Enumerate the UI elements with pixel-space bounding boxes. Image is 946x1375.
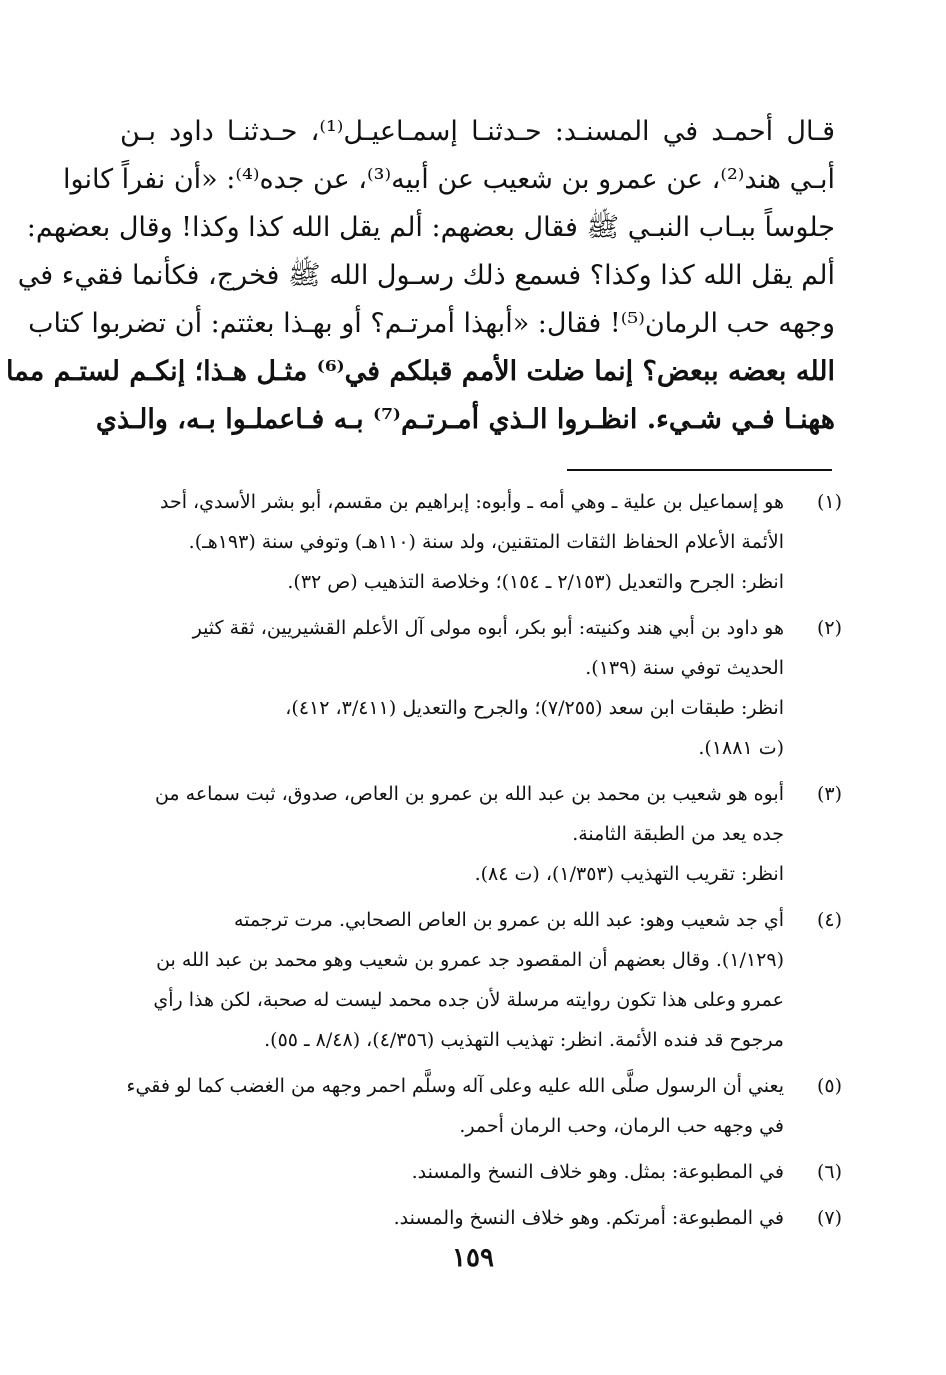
footnote <box>112 1066 842 1146</box>
footnote-line: انظر: طبقات ابن سعد (٧/٢٥٥)؛ والجرح والتعديل (٣/٤١١، ٤١٢)، <box>285 697 784 719</box>
footnote-line: الحديث توفي سنة (١٣٩). <box>585 657 784 679</box>
footnote <box>112 482 842 602</box>
footnote <box>112 608 842 768</box>
footnote-line: (ت ١٨٨١). <box>698 737 784 759</box>
footnote-line: يعني أن الرسول صلَّى الله عليه وعلى آله وسلَّم احمر وجهه من الغضب كما لو فقيء <box>126 1075 784 1097</box>
footnote-number: (٥) <box>816 1075 842 1097</box>
main-text-line: ههنـا فـي شـيء. انظـروا الـذي أمـرتـم⁽⁷⁾ بـه فـاعملـوا بـه، والـذي <box>95 404 835 435</box>
footnote-line: في المطبوعة: بمثل. وهو خلاف النسخ والمسند. <box>411 1161 784 1183</box>
footnote-number: (٧) <box>816 1207 842 1229</box>
footnote-number: (٢) <box>816 617 842 639</box>
footnote <box>112 1198 842 1238</box>
footnote-line: (١/١٢٩). وقال بعضهم أن المقصود جد عمرو بن شعيب وهو محمد بن عبد الله بن <box>156 949 784 971</box>
footnote-text <box>112 1066 784 1146</box>
footnote-line: في وجهه حب الرمان، وحب الرمان أحمر. <box>459 1115 784 1137</box>
footnote-text <box>112 900 784 1060</box>
main-text-line: الله بعضه ببعض؟ إنما ضلت الأمم قبلكم في⁽⁶⁾ مثـل هـذا؛ إنكـم لستـم مما <box>5 356 835 387</box>
footnote-line: هو داود بن أبي هند وكنيته: أبو بكر، أبوه مولى آل الأعلم القشيريين، ثقة كثير <box>192 617 784 639</box>
footnote-line: مرجوح قد فنده الأئمة. انظر: تهذيب التهذيب (٤/٣٥٦)، (٨/٤٨ ـ ٥٥). <box>264 1029 784 1051</box>
footnote-separator-rule <box>567 469 832 471</box>
footnote-line: انظر: الجرح والتعديل (٢/١٥٣ ـ ١٥٤)؛ وخلاصة التذهيب (ص ٣٢). <box>287 571 784 593</box>
footnote-line: أبوه هو شعيب بن محمد بن عبد الله بن عمرو بن العاص، صدوق، ثبت سماعه من <box>154 783 784 805</box>
footnote-text <box>112 1152 784 1192</box>
footnote-number: (١) <box>816 491 842 513</box>
footnote-line: جده يعد من الطبقة الثامنة. <box>572 823 784 845</box>
main-text-line: قـال أحمـد في المسنـد: حـدثنـا إسمـاعيـل⁽¹⁾، حـدثنـا داود بـن <box>120 116 835 147</box>
footnote-number: (٤) <box>816 909 842 931</box>
footnote-text <box>112 774 784 894</box>
footnote-text <box>112 1198 784 1238</box>
footnote <box>112 774 842 894</box>
main-text-line: أبـي هند⁽²⁾، عن عمرو بن شعيب عن أبيه⁽³⁾، عن جده⁽⁴⁾: «أن نفراً كانوا <box>63 164 835 195</box>
footnote-line: الأئمة الأعلام الحفاظ الثقات المتقنين، ولد سنة (١١٠هـ) وتوفي سنة (١٩٣هـ). <box>188 531 784 553</box>
footnote-line: انظر: تقريب التهذيب (١/٣٥٣)، (ت ٨٤). <box>474 863 784 885</box>
footnote-number: (٦) <box>816 1161 842 1183</box>
footnote-number: (٣) <box>816 783 842 805</box>
footnote <box>112 900 842 1060</box>
footnote-line: هو إسماعيل بن علية ـ وهي أمه ـ وأبوه: إبراهيم بن مقسم، أبو بشر الأسدي، أحد <box>160 491 784 513</box>
footnote-line: عمرو وعلى هذا تكون روايته مرسلة لأن جده محمد ليست له صحبة، لكن هذا رأي <box>153 989 784 1011</box>
footnotes-section <box>112 482 842 1244</box>
footnote <box>112 1152 842 1192</box>
main-text-block <box>5 108 835 444</box>
footnote-text <box>112 608 784 768</box>
footnote-line: أي جد شعيب وهو: عبد الله بن عمرو بن العاص الصحابي. مرت ترجمته <box>233 909 784 931</box>
page-number: ١٥٩ <box>452 1243 494 1273</box>
main-text-line: وجهه حب الرمان⁽⁵⁾! فقال: «أبهذا أمرتـم؟ أو بهـذا بعثتم: أن تضربوا كتاب <box>28 308 835 339</box>
footnote-text <box>112 482 784 602</box>
main-text-line: ألم يقل الله كذا وكذا؟ فسمع ذلك رسـول الله ﷺ فخرج، فكأنما فقيء في <box>17 260 835 291</box>
main-text-line: جلوساً ببـاب النبـي ﷺ فقال بعضهم: ألم يقل الله كذا وكذا! وقال بعضهم: <box>26 212 835 243</box>
footnote-line: في المطبوعة: أمرتكم. وهو خلاف النسخ والمسند. <box>393 1207 784 1229</box>
